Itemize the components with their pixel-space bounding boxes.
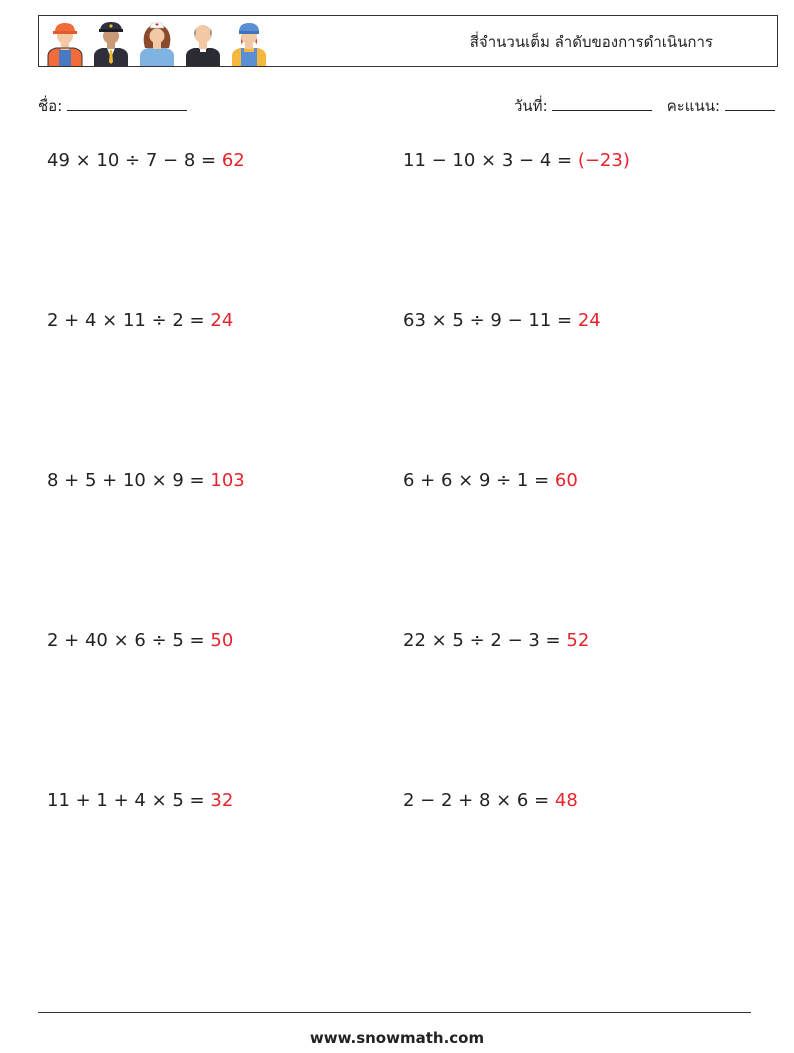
problem-3	[47, 310, 233, 331]
problem-expression: 2 + 40 × 6 ÷ 5 =	[47, 630, 211, 651]
problem-answer: 32	[210, 790, 234, 811]
problem-answer: 103	[210, 470, 245, 491]
problem-expression: 6 + 6 × 9 ÷ 1 =	[403, 470, 555, 491]
problem-answer: 48	[554, 790, 578, 811]
avatar-strip	[45, 18, 269, 66]
problem-answer: 24	[210, 310, 234, 331]
problem-answer: (−23)	[577, 150, 630, 171]
priest-icon	[183, 18, 223, 66]
construction-worker-icon	[45, 18, 85, 66]
problem-expression: 2 + 4 × 11 ÷ 2 =	[47, 310, 211, 331]
problem-expression: 2 − 2 + 8 × 6 =	[403, 790, 555, 811]
mechanic-icon	[229, 18, 269, 66]
problem-answer: 62	[221, 150, 245, 171]
score-label: คะแนน:	[666, 97, 721, 115]
footer-url[interactable]: www.snowmath.com	[309, 1029, 485, 1047]
problem-answer: 60	[554, 470, 578, 491]
score-blank[interactable]	[725, 96, 775, 111]
problem-answer: 52	[566, 630, 590, 651]
problem-6	[403, 470, 578, 491]
nurse-icon	[137, 18, 177, 66]
footer-divider	[38, 1012, 751, 1013]
name-field[interactable]	[38, 94, 187, 118]
date-blank[interactable]	[552, 96, 652, 111]
worksheet-header	[38, 15, 778, 67]
problem-10	[403, 790, 578, 811]
name-blank[interactable]	[67, 96, 187, 111]
problem-expression: 22 × 5 ÷ 2 − 3 =	[403, 630, 567, 651]
problem-expression: 11 + 1 + 4 × 5 =	[47, 790, 211, 811]
problem-1	[47, 150, 245, 171]
problem-2	[403, 150, 630, 171]
name-label: ชื่อ:	[38, 97, 63, 115]
worksheet-title: สี่จำนวนเต็ม ลำดับของการดำเนินการ	[469, 33, 713, 51]
problem-expression: 49 × 10 ÷ 7 − 8 =	[47, 150, 222, 171]
problem-expression: 8 + 5 + 10 × 9 =	[47, 470, 211, 491]
problem-answer: 50	[210, 630, 234, 651]
problem-answer: 24	[577, 310, 601, 331]
problem-4	[403, 310, 601, 331]
date-score-fields	[514, 94, 775, 118]
problem-expression: 11 − 10 × 3 − 4 =	[403, 150, 578, 171]
problem-5	[47, 470, 245, 491]
pilot-icon	[91, 18, 131, 66]
problem-7	[47, 630, 233, 651]
date-label: วันที่:	[514, 97, 548, 115]
problem-9	[47, 790, 233, 811]
problem-8	[403, 630, 589, 651]
problem-expression: 63 × 5 ÷ 9 − 11 =	[403, 310, 578, 331]
